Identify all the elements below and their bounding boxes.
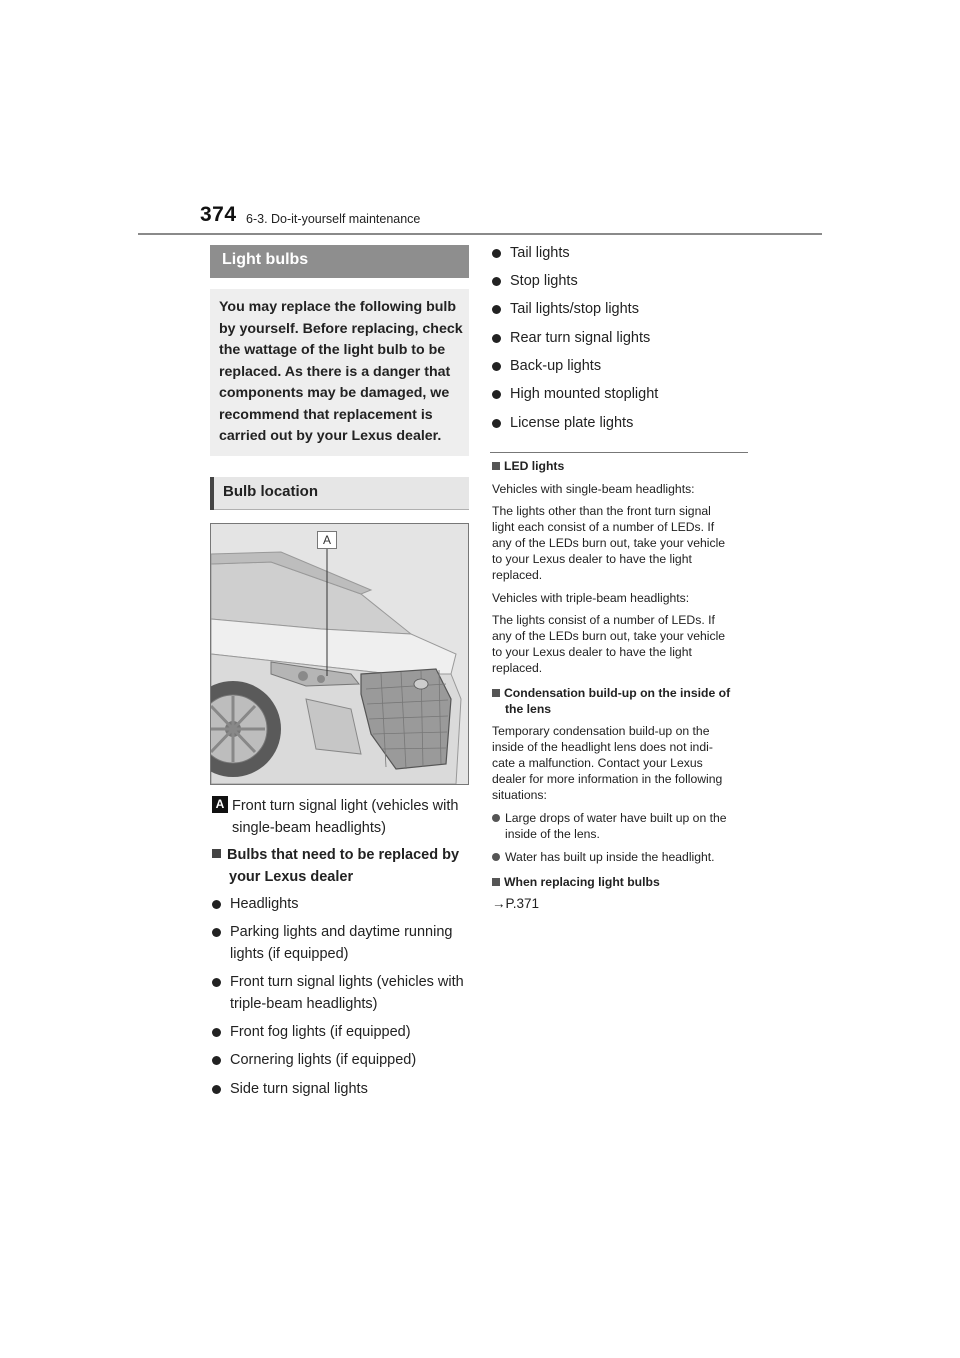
bulb-location-title: Bulb location bbox=[223, 483, 318, 500]
condensation-heading-cont: the lens bbox=[505, 702, 552, 716]
square-bullet-icon bbox=[212, 849, 221, 858]
bullet-icon bbox=[492, 390, 501, 399]
car-illustration-svg bbox=[211, 524, 468, 784]
condensation-line: dealer for more information in the following bbox=[492, 772, 723, 786]
led-triple-line: any of the LEDs burn out, take your vehicle bbox=[492, 629, 726, 643]
bullet-icon bbox=[492, 362, 501, 371]
list-item: Side turn signal lights bbox=[212, 1079, 472, 1101]
list-item: Tail lights bbox=[492, 243, 752, 265]
list-item: Tail lights/stop lights bbox=[492, 299, 752, 321]
bullet-icon bbox=[492, 334, 501, 343]
led-triple-line: The lights consist of a number of LEDs. If bbox=[492, 613, 715, 627]
square-bullet-icon bbox=[492, 462, 500, 470]
bullet-icon bbox=[212, 1056, 221, 1065]
condensation-line: inside of the headlight lens does not indi- bbox=[492, 740, 713, 754]
condensation-bullet: Large drops of water have built up on the bbox=[492, 810, 752, 826]
condensation-bullet: Water has built up inside the headlight. bbox=[492, 849, 752, 865]
list-item-cont: triple-beam headlights) bbox=[230, 996, 378, 1012]
led-single-label: Vehicles with single-beam headlights: bbox=[492, 482, 695, 496]
bulb-location-heading bbox=[210, 477, 469, 510]
list-item: Front fog lights (if equipped) bbox=[212, 1022, 472, 1044]
notes-divider bbox=[490, 452, 748, 453]
led-single-line: any of the LEDs burn out, take your vehicle bbox=[492, 536, 726, 550]
bullet-icon bbox=[212, 928, 221, 937]
led-single-line: to your Lexus dealer to have the light bbox=[492, 552, 692, 566]
condensation-line: Temporary condensation build-up on the bbox=[492, 724, 710, 738]
led-heading: LED lights bbox=[492, 458, 564, 474]
led-triple-label: Vehicles with triple-beam headlights: bbox=[492, 591, 690, 605]
bullet-icon bbox=[492, 853, 500, 861]
led-single-line: The lights other than the front turn signal bbox=[492, 504, 711, 518]
bullet-icon bbox=[492, 305, 501, 314]
led-single-line: light each consist of a number of LEDs. If bbox=[492, 520, 715, 534]
list-item: Front turn signal lights (vehicles with bbox=[212, 972, 472, 994]
list-item: Headlights bbox=[212, 894, 472, 916]
intro-text: You may replace the following bulb by yourself. Before replacing, check the wattage of the light bulb to be replaced. As there is a danger that components may be damaged, we recommend that replacement is carried out by your Lexus dealer. bbox=[219, 299, 463, 444]
led-triple-line: replaced. bbox=[492, 661, 543, 675]
bullet-icon bbox=[212, 1085, 221, 1094]
condensation-line: situations: bbox=[492, 788, 547, 802]
label-a-badge: A bbox=[212, 796, 228, 813]
section-title: 6-3. Do-it-yourself maintenance bbox=[246, 212, 421, 226]
intro-box bbox=[210, 289, 469, 456]
list-item: Rear turn signal lights bbox=[492, 328, 752, 350]
led-triple-line: to your Lexus dealer to have the light bbox=[492, 645, 692, 659]
list-item-cont: lights (if equipped) bbox=[230, 946, 349, 962]
list-item: Parking lights and daytime running bbox=[212, 922, 472, 944]
page-reference-link[interactable]: →P.371 bbox=[492, 896, 540, 911]
condensation-heading: Condensation build-up on the inside of bbox=[492, 685, 730, 701]
bullet-icon bbox=[492, 249, 501, 258]
car-front-illustration bbox=[210, 523, 469, 785]
square-bullet-icon bbox=[492, 878, 500, 886]
dealer-heading-line2: your Lexus dealer bbox=[229, 869, 354, 885]
heading-accent-bar bbox=[210, 477, 214, 510]
bullet-icon bbox=[492, 277, 501, 286]
list-item: High mounted stoplight bbox=[492, 384, 752, 406]
list-item: Back-up lights bbox=[492, 356, 752, 378]
caption-front-turn-signal: Front turn signal light (vehicles with single-beam headlights) bbox=[232, 798, 459, 836]
page-number: 374 bbox=[200, 203, 237, 226]
bullet-icon bbox=[212, 900, 221, 909]
list-item: License plate lights bbox=[492, 413, 752, 435]
bullet-icon bbox=[492, 814, 500, 822]
bullet-icon bbox=[212, 978, 221, 987]
bullet-icon bbox=[492, 419, 501, 428]
dealer-bulbs-heading bbox=[212, 845, 472, 867]
list-item: Stop lights bbox=[492, 271, 752, 293]
dealer-heading-line1: Bulbs that need to be replaced by bbox=[227, 847, 460, 863]
condensation-bullet-cont: inside of the lens. bbox=[505, 827, 600, 841]
callout-a: A bbox=[317, 531, 337, 549]
replacing-heading: When replacing light bulbs bbox=[492, 874, 660, 890]
header-rule bbox=[138, 233, 822, 235]
square-bullet-icon bbox=[492, 689, 500, 697]
led-single-line: replaced. bbox=[492, 568, 543, 582]
list-item: Cornering lights (if equipped) bbox=[212, 1050, 472, 1072]
light-bulbs-heading bbox=[210, 245, 469, 278]
light-bulbs-title: Light bulbs bbox=[222, 251, 309, 268]
condensation-line: cate a malfunction. Contact your Lexus bbox=[492, 756, 703, 770]
bullet-icon bbox=[212, 1028, 221, 1037]
